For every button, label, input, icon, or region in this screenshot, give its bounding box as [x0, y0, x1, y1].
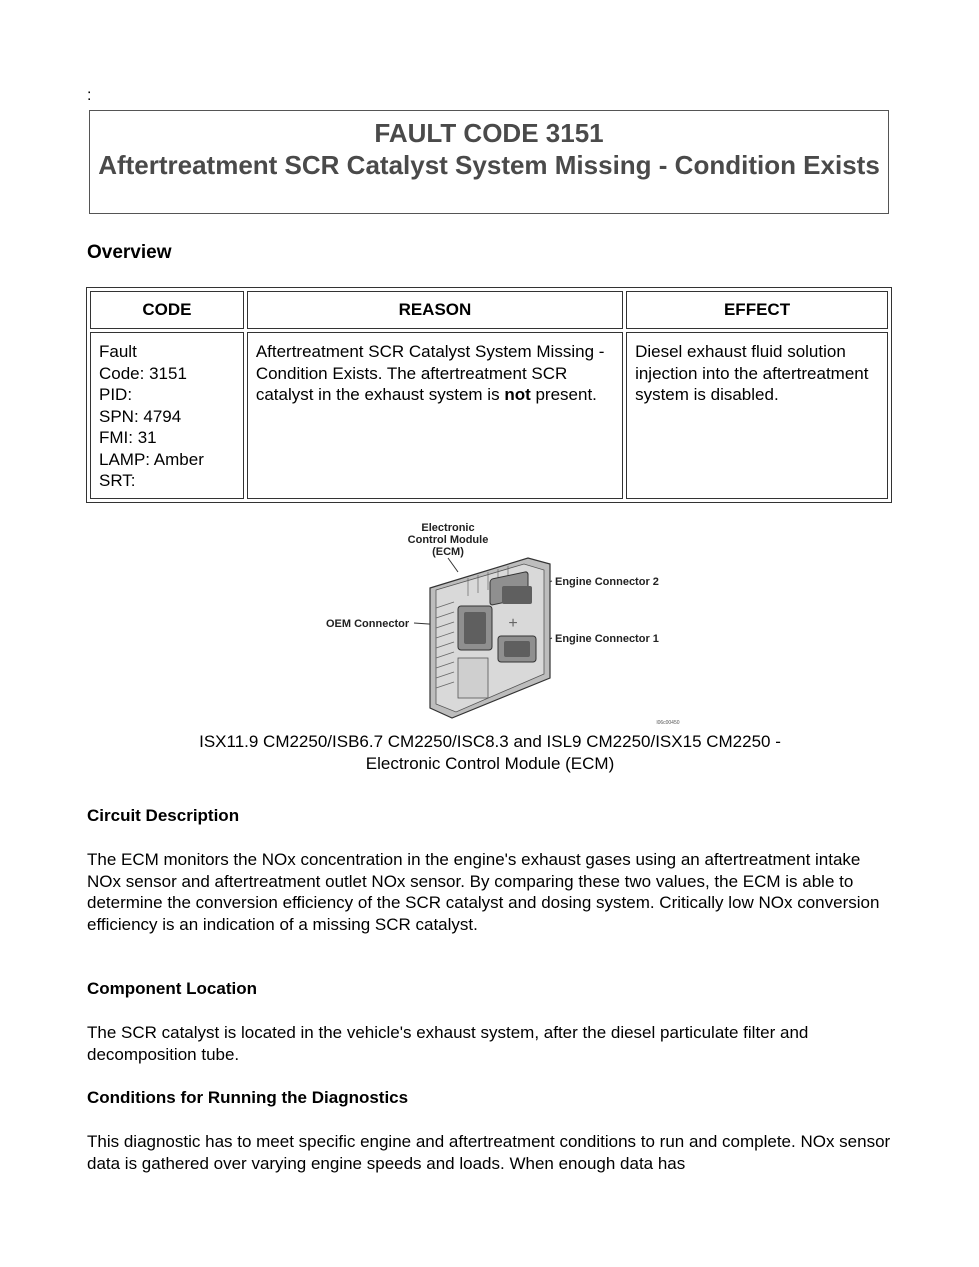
conditions-heading: Conditions for Running the Diagnostics [87, 1088, 409, 1107]
label-oem-connector: OEM Connector [326, 618, 410, 630]
figure-caption [140, 731, 840, 774]
svg-text:+: + [508, 615, 518, 632]
figure-caption-line2: Electronic Control Module (ECM) [365, 753, 615, 773]
code-line: Code: 3151 [99, 363, 187, 383]
ecm-module [430, 558, 550, 718]
table-header-row [90, 291, 888, 329]
reason-cell [247, 332, 623, 499]
code-line: Fault [99, 342, 137, 361]
component-location-text: The SCR catalyst is located in the vehicle's exhaust system, after the diesel particulate filter and decomposition tube. [87, 1023, 809, 1064]
label-ecm-line3: (ECM) [432, 546, 464, 558]
code-line: PID: [99, 385, 133, 404]
image-code-label: l06c00450 [656, 720, 680, 726]
code-line: LAMP: Amber [99, 449, 204, 469]
fault-code-title-box [89, 110, 889, 214]
circuit-description-text: The ECM monitors the NOx concentration in the engine's exhaust gases using an aftertreatment intake NOx sensor and aftertreatment outlet NOx sensor. By comparing these two values, the ECM is able to determine the conversion efficiency of the SCR catalyst and dosing system. Critically low NOx conversion efficiency is an indication of a missing SCR catalyst. [87, 850, 880, 934]
figure-caption-line1: ISX11.9 CM2250/ISB6.7 CM2250/ISC8.3 and ISL9 CM2250/ISX15 CM2250 - [199, 732, 781, 751]
fault-code-subtitle: Aftertreatment SCR Catalyst System Missing - Condition Exists [98, 150, 880, 180]
conditions-text: This diagnostic has to meet specific engine and aftertreatment conditions to run and complete. NOx sensor data is gathered over varying engine speeds and loads. When enough data has [87, 1132, 891, 1173]
column-header-effect: EFFECT [626, 291, 888, 329]
overview-table [86, 287, 892, 503]
code-line: SPN: 4794 [99, 406, 182, 426]
overview-heading: Overview [87, 242, 172, 263]
label-engine-connector-1: Engine Connector 1 [555, 633, 659, 645]
reason-text-pre: Aftertreatment SCR Catalyst System Missing - Condition Exists. The aftertreatment SCR catalyst in the exhaust system is [255, 342, 605, 404]
code-line: FMI: 31 [99, 428, 157, 447]
code-line: SRT: [99, 471, 136, 490]
code-cell [90, 332, 244, 499]
fault-code-title: FAULT CODE 3151 [374, 118, 604, 148]
column-header-code: CODE [90, 291, 244, 329]
component-location-heading: Component Location [87, 979, 257, 998]
effect-cell: Diesel exhaust fluid solution injection into the aftertreatment system is disabled. [626, 332, 888, 499]
label-engine-connector-2: Engine Connector 2 [555, 576, 659, 588]
page-prefix: : [87, 87, 92, 104]
leader-line-ecm [448, 558, 458, 572]
table-row [90, 332, 888, 499]
column-header-reason: REASON [247, 291, 623, 329]
circuit-description-heading: Circuit Description [87, 806, 240, 825]
label-ecm-line1: Electronic [421, 522, 475, 534]
label-ecm-line2: Control Module [407, 534, 489, 546]
ecm-illustration [318, 518, 698, 728]
reason-text-post: present. [530, 385, 597, 404]
reason-text-bold: not [504, 385, 531, 404]
